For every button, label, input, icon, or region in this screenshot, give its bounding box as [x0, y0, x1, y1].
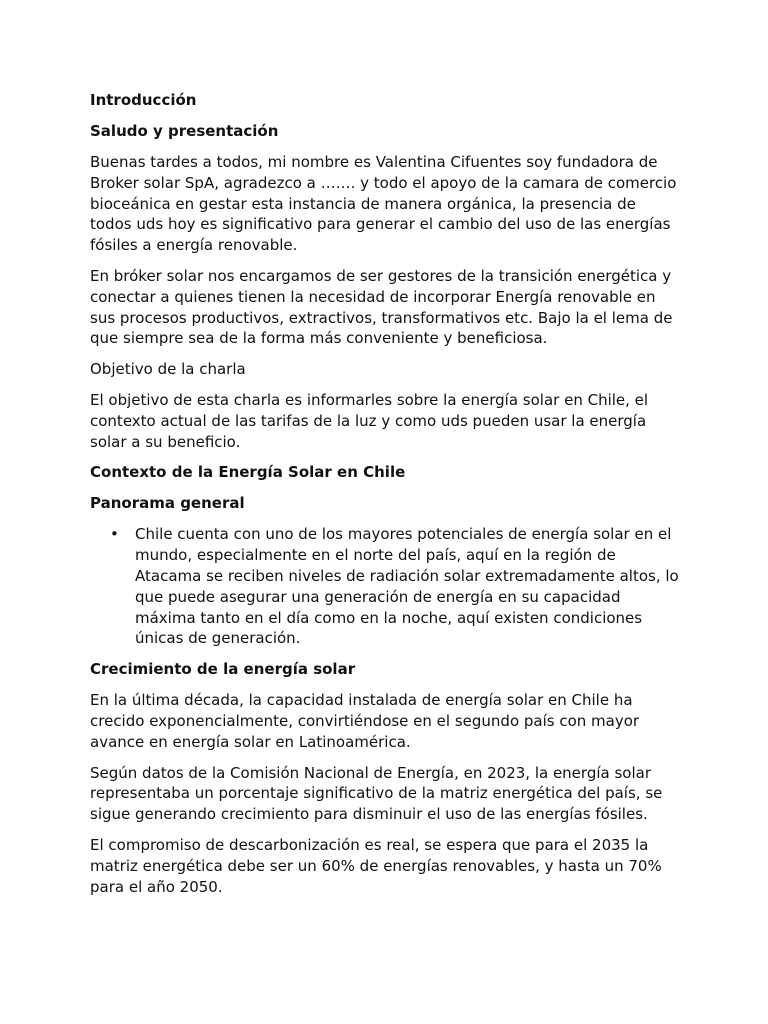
- heading-saludo: Saludo y presentación: [90, 122, 279, 140]
- paragraph-cne: Según datos de la Comisión Nacional de Energía, en 2023, la energía solar representaba un porcentaje significativo de la matriz energética del país, se sigue generando crecimiento para disminuir el uso de las energías fósiles.: [90, 763, 663, 824]
- label-objetivo: Objetivo de la charla: [90, 360, 246, 379]
- paragraph-descarbonizacion: El compromiso de descarbonización es real, se espera que para el 2035 la matriz energética debe ser un 60% de energías renovables, y hasta un 70% para el año 2050.: [90, 835, 662, 896]
- bullet-icon: •: [110, 525, 119, 544]
- heading-contexto: Contexto de la Energía Solar en Chile: [90, 463, 406, 482]
- heading-panorama: Panorama general: [90, 494, 245, 513]
- list-item: [90, 524, 682, 649]
- bullet-text: Chile cuenta con uno de los mayores potenciales de energía solar en el mundo, especialmente en el norte del país, aquí en la región de Atacama se reciben niveles de radiación solar extremadamente altos, lo que puede asegurar una generación de energía en su capacidad máxima tanto en el día como en la noche, aquí existen condiciones únicas de generación.: [135, 525, 679, 648]
- heading-introduccion: Introducción: [90, 91, 197, 109]
- paragraph-broker: En bróker solar nos encargamos de ser gestores de la transición energética y conectar a quienes tienen la necesidad de incorporar Energía renovable en sus procesos productivos, extractivos, transformativos etc. Bajo la el lema de que siempre sea de la forma más conveniente y beneficiosa.: [90, 266, 673, 348]
- paragraph-crecimiento: En la última década, la capacidad instalada de energía solar en Chile ha crecido exponencialmente, convirtiéndose en el segundo país con mayor avance en energía solar en Latinoamérica.: [90, 691, 640, 751]
- document-page: [90, 90, 682, 907]
- paragraph-objetivo: El objetivo de esta charla es informarles sobre la energía solar en Chile, el contexto actual de las tarifas de la luz y como uds pueden usar la energía solar a su beneficio.: [90, 390, 649, 451]
- paragraph-saludo: Buenas tardes a todos, mi nombre es Valentina Cifuentes soy fundadora de Broker solar SpA, agradezco a ……. y todo el apoyo de la camara de comercio bioceánica en gestar esta instancia de manera orgánica, la presencia de todos uds hoy es significativo para generar el cambio del uso de las energías fósiles a energía renovable.: [90, 153, 677, 255]
- heading-crecimiento: Crecimiento de la energía solar: [90, 660, 356, 679]
- bullet-list: [90, 524, 682, 649]
